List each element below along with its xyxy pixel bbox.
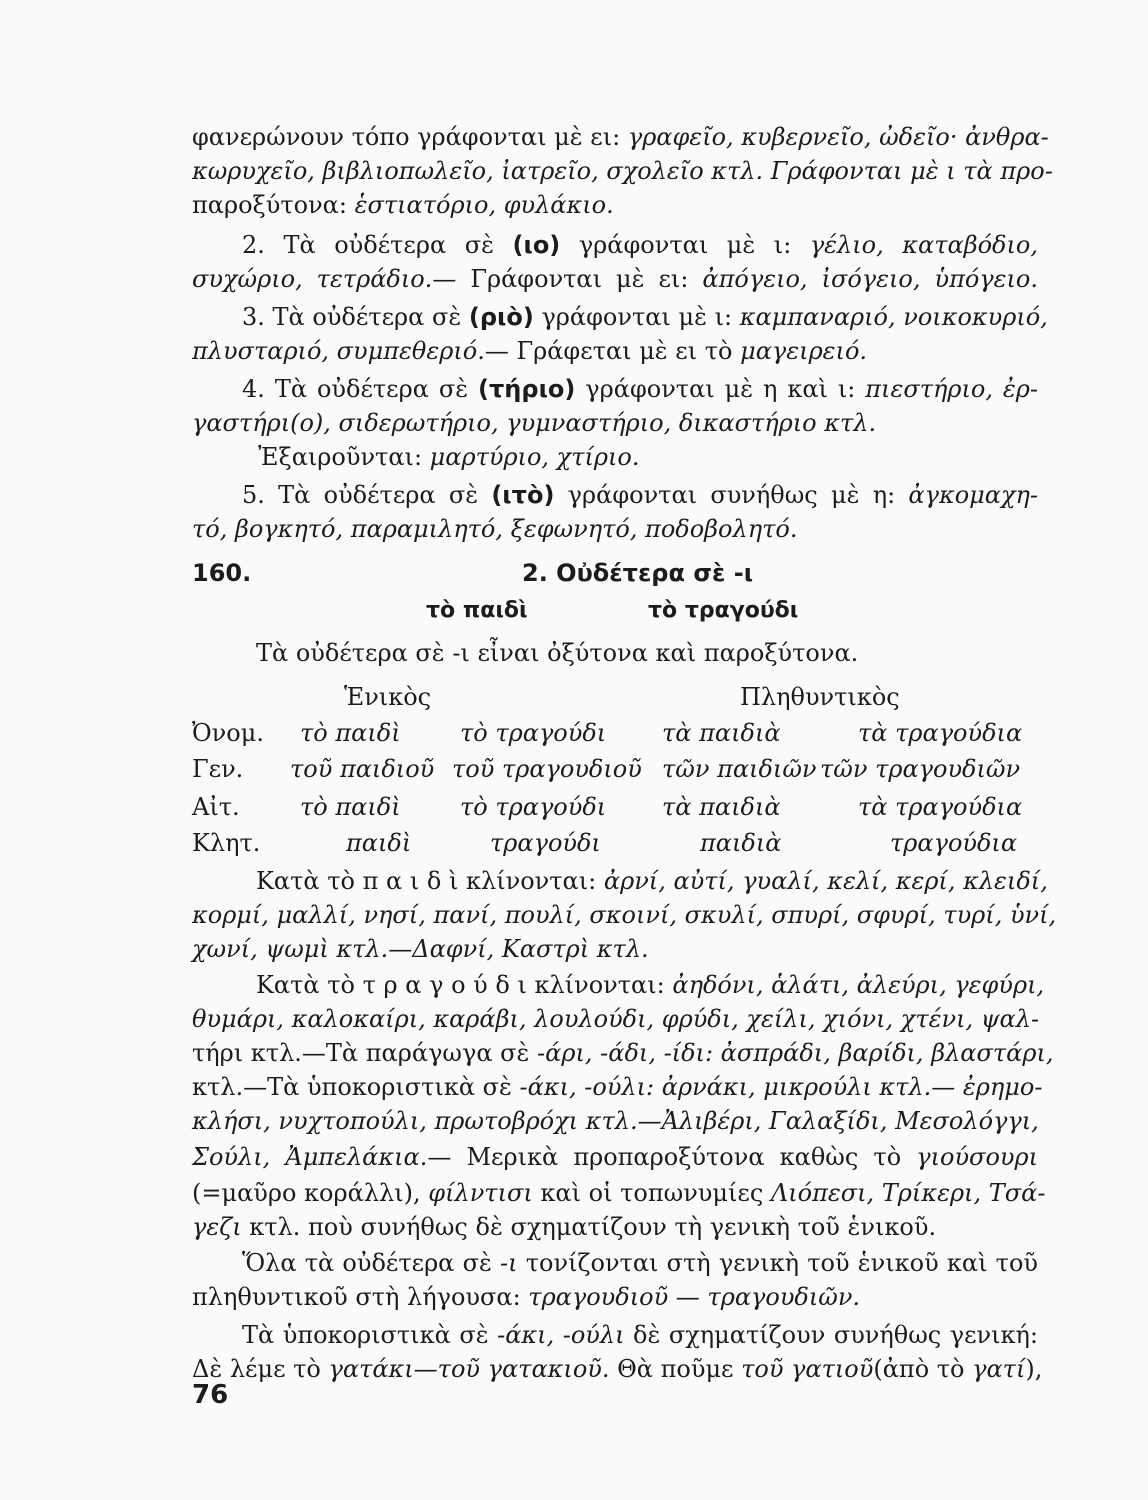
example-word: τὸ τραγούδι bbox=[648, 598, 799, 623]
text-line: γεζι κτλ. ποὺ συνήθως δὲ σχηματίζουν τὴ γενικὴ τοῦ ἑνικοῦ. bbox=[192, 1213, 937, 1241]
text-line: χωνί, ψωμὶ κτλ.—Δαφνί, Καστρὶ κτλ. bbox=[192, 935, 649, 963]
text-line: τό, βογκητό, παραμιλητό, ξεφωνητό, ποδοβολητό. bbox=[192, 515, 798, 543]
page-number: 76 bbox=[192, 1380, 229, 1410]
table-header-singular: Ἑνικὸς bbox=[344, 683, 432, 711]
text-line: κορμί, μαλλί, νησί, πανί, πουλί, σκοινί, σκυλί, σπυρί, σφυρί, τυρί, ὑνί, bbox=[192, 901, 1057, 929]
text-line: συχώριο, τετράδιο.— Γράφονται μὲ ει: ἀπόγειο, ἰσόγειο, ὑπόγειο. bbox=[192, 265, 1039, 293]
table-header-plural: Πληθυντικὸς bbox=[740, 683, 900, 711]
text-line: 4. Τὰ οὐδέτερα σὲ (τήριο) γράφονται μὲ η καὶ ι: πιεστήριο, ἐρ- bbox=[242, 375, 1038, 403]
text-line: Κατὰ τὸ τ ρ α γ ο ύ δ ι κλίνονται: ἀηδόνι, ἁλάτι, ἀλεύρι, γεφύρι, bbox=[256, 971, 1045, 999]
text-line: κωρυχεῖο, βιβλιοπωλεῖο, ἰατρεῖο, σχολεῖο κτλ. Γράφονται μὲ ι τὰ προ- bbox=[192, 157, 1053, 185]
text-line: πληθυντικοῦ στὴ λήγουσα: τραγουδιοῦ — τραγουδιῶν. bbox=[192, 1283, 861, 1311]
text-line: τήρι κτλ.—Τὰ παράγωγα σὲ -άρι, -άδι, -ίδι: ἀσπράδι, βαρίδι, βλαστάρι, bbox=[192, 1039, 1054, 1067]
section-intro: Τὰ οὐδέτερα σὲ -ι εἶναι ὀξύτονα καὶ παροξύτονα. bbox=[256, 639, 859, 667]
text-line: πλυσταριό, συμπεθεριό.— Γράφεται μὲ ει τὸ μαγειρειό. bbox=[192, 337, 868, 365]
book-page: φανερώνουν τόπο γράφονται μὲ ει: γραφεῖο, κυβερνεῖο, ὠδεῖο· ἀνθρα- κωρυχεῖο, βιβλιοπωλεῖο, ἰατρεῖο, σχολεῖο κτλ. Γράφονται μὲ ι τὰ προ- παροξύτονα: ἑστιατόριο, φυλάκιο. 2. Τὰ οὐδέτερα σὲ (ιο) γράφονται μὲ ι: γέλιο, καταβόδιο, συχώριο, τετράδιο.— Γράφονται μὲ ει: ἀπόγειο, ἰσόγειο, ὑπόγειο. 3. Τὰ οὐδέτερα σὲ (ριὸ) γράφονται μὲ ι: καμπαναριό, νοικοκυριό, πλυσταριό, συμπεθεριό.— Γράφεται μὲ ει τὸ μαγειρειό. 4. Τὰ οὐδέτερα σὲ (τήριο) γράφονται μὲ η καὶ ι: πιεστήριο, ἐρ- γαστήρι(ο), σιδερωτήριο, γυμναστήριο, δικαστήριο κτλ. Ἐξαιροῦνται: μαρτύριο, χτίριο. 5. Τὰ οὐδέτερα σὲ (ιτὸ) γράφονται συνήθως μὲ η: ἀγκομαχη- τό, βογκητό, παραμιλητό, ξεφωνητό, ποδοβολητό. 160. 2. Οὐδέτερα σὲ -ι τὸ παιδὶ τὸ τραγούδι Τὰ οὐδέτερα σὲ -ι εἶναι ὀξύτονα καὶ παροξύτονα. Ἑνικὸς Πληθυντικὸς Ὀνομ. τὸ παιδὶ τὸ τραγούδι τὰ παιδιὰ τὰ τραγούδια Γεν. τοῦ παιδιοῦ τοῦ τραγουδιοῦ τῶν παιδιῶν τῶν τραγουδιῶν Αἰτ. τὸ παιδὶ τὸ τραγούδι τὰ παιδιὰ τὰ τραγούδια Κλητ. παιδὶ τραγούδι παιδιὰ τραγούδια Κατὰ τὸ π α ι δ ὶ κλίνονται: ἀρνί, αὐτί, γυαλί, κελί, κερί, κλειδί, κορμί, μαλλί, νησί, πανί, πουλί, σκοινί, σκυλί, σπυρί, σφυρί, τυρί, ὑνί, χωνί, ψωμὶ κτλ.—Δαφνί, Καστρὶ κτλ. Κατὰ τὸ τ ρ α γ ο ύ δ ι κλίνονται: ἀηδόνι, ἁλάτι, ἀλεύρι, γεφύρι, θυμάρι, καλοκαίρι, καράβι, λουλούδι, φρύδι, χείλι, χιόνι, χτένι, ψαλ- τήρι κτλ.—Τὰ παράγωγα σὲ -άρι, -άδι, -ίδι: ἀσπράδι, βαρίδι, βλαστάρι, κτλ.—Τὰ ὑποκοριστικὰ σὲ -άκι, -ούλι: ἀρνάκι, μικρούλι κτλ.— ἐρημο- κλήσι, νυχτοπούλι, πρωτοβρόχι κτλ.—Ἀλιβέρι, Γαλαξίδι, Μεσολόγγι, Σούλι, Ἀμπελάκια.— Μερικὰ προπαροξύτονα καθὼς τὸ γιούσουρι (=μαῦρο κοράλλι), φίλντισι καὶ οἱ τοπωνυμίες Λιόπεσι, Τρίκερι, Τσά- γεζι κτλ. ποὺ συνήθως δὲ σχηματίζουν τὴ γενικὴ τοῦ ἑνικοῦ. Ὅλα τὰ οὐδέτερα σὲ -ι τονίζονται στὴ γενικὴ τοῦ ἑνικοῦ καὶ τοῦ πληθυντικοῦ στὴ λήγουσα: τραγουδιοῦ — τραγουδιῶν. Τὰ ὑποκοριστικὰ σὲ -άκι, -ούλι δὲ σχηματίζουν συνήθως γενική: Δὲ λέμε τὸ γατάκι—τοῦ γατακιοῦ. Θὰ ποῦμε τοῦ γατιοῦ(ἀπὸ τὸ γατί), 76 bbox=[0, 0, 1148, 1500]
section-number: 160. bbox=[192, 559, 252, 587]
text-line: Δὲ λέμε τὸ γατάκι—τοῦ γατακιοῦ. Θὰ ποῦμε τοῦ γατιοῦ(ἀπὸ τὸ γατί), bbox=[192, 1355, 1043, 1383]
text-line: (=μαῦρο κοράλλι), φίλντισι καὶ οἱ τοπωνυμίες Λιόπεσι, Τρίκερι, Τσά- bbox=[192, 1179, 1046, 1207]
text-line: 2. Τὰ οὐδέτερα σὲ (ιο) γράφονται μὲ ι: γέλιο, καταβόδιο, bbox=[242, 231, 1038, 259]
text-line: θυμάρι, καλοκαίρι, καράβι, λουλούδι, φρύδι, χείλι, χιόνι, χτένι, ψαλ- bbox=[192, 1005, 1040, 1033]
text-line: Ὅλα τὰ οὐδέτερα σὲ -ι τονίζονται στὴ γενικὴ τοῦ ἑνικοῦ καὶ τοῦ bbox=[242, 1249, 1038, 1277]
text-line: κλήσι, νυχτοπούλι, πρωτοβρόχι κτλ.—Ἀλιβέρι, Γαλαξίδι, Μεσολόγγι, bbox=[192, 1107, 1039, 1135]
text-line: Κατὰ τὸ π α ι δ ὶ κλίνονται: ἀρνί, αὐτί, γυαλί, κελί, κερί, κλειδί, bbox=[256, 867, 1048, 895]
text-line: 3. Τὰ οὐδέτερα σὲ (ριὸ) γράφονται μὲ ι: καμπαναριό, νοικοκυριό, bbox=[242, 303, 1048, 331]
section-title: 2. Οὐδέτερα σὲ -ι bbox=[522, 559, 754, 587]
text-line: παροξύτονα: ἑστιατόριο, φυλάκιο. bbox=[192, 191, 614, 219]
text-line: κτλ.—Τὰ ὑποκοριστικὰ σὲ -άκι, -ούλι: ἀρνάκι, μικρούλι κτλ.— ἐρημο- bbox=[192, 1073, 1043, 1101]
example-word: τὸ παιδὶ bbox=[426, 598, 528, 623]
text-line: 5. Τὰ οὐδέτερα σὲ (ιτὸ) γράφονται συνήθως μὲ η: ἀγκομαχη- bbox=[242, 481, 1038, 509]
text-line: Ἐξαιροῦνται: μαρτύριο, χτίριο. bbox=[258, 443, 640, 471]
text-line: γαστήρι(ο), σιδερωτήριο, γυμναστήριο, δικαστήριο κτλ. bbox=[192, 409, 877, 437]
text-line: Σούλι, Ἀμπελάκια.— Μερικὰ προπαροξύτονα καθὼς τὸ γιούσουρι bbox=[192, 1143, 1038, 1171]
text-line: φανερώνουν τόπο γράφονται μὲ ει: γραφεῖο, κυβερνεῖο, ὠδεῖο· ἀνθρα- bbox=[192, 123, 1049, 151]
text-line: Τὰ ὑποκοριστικὰ σὲ -άκι, -ούλι δὲ σχηματίζουν συνήθως γενική: bbox=[242, 1321, 1038, 1349]
